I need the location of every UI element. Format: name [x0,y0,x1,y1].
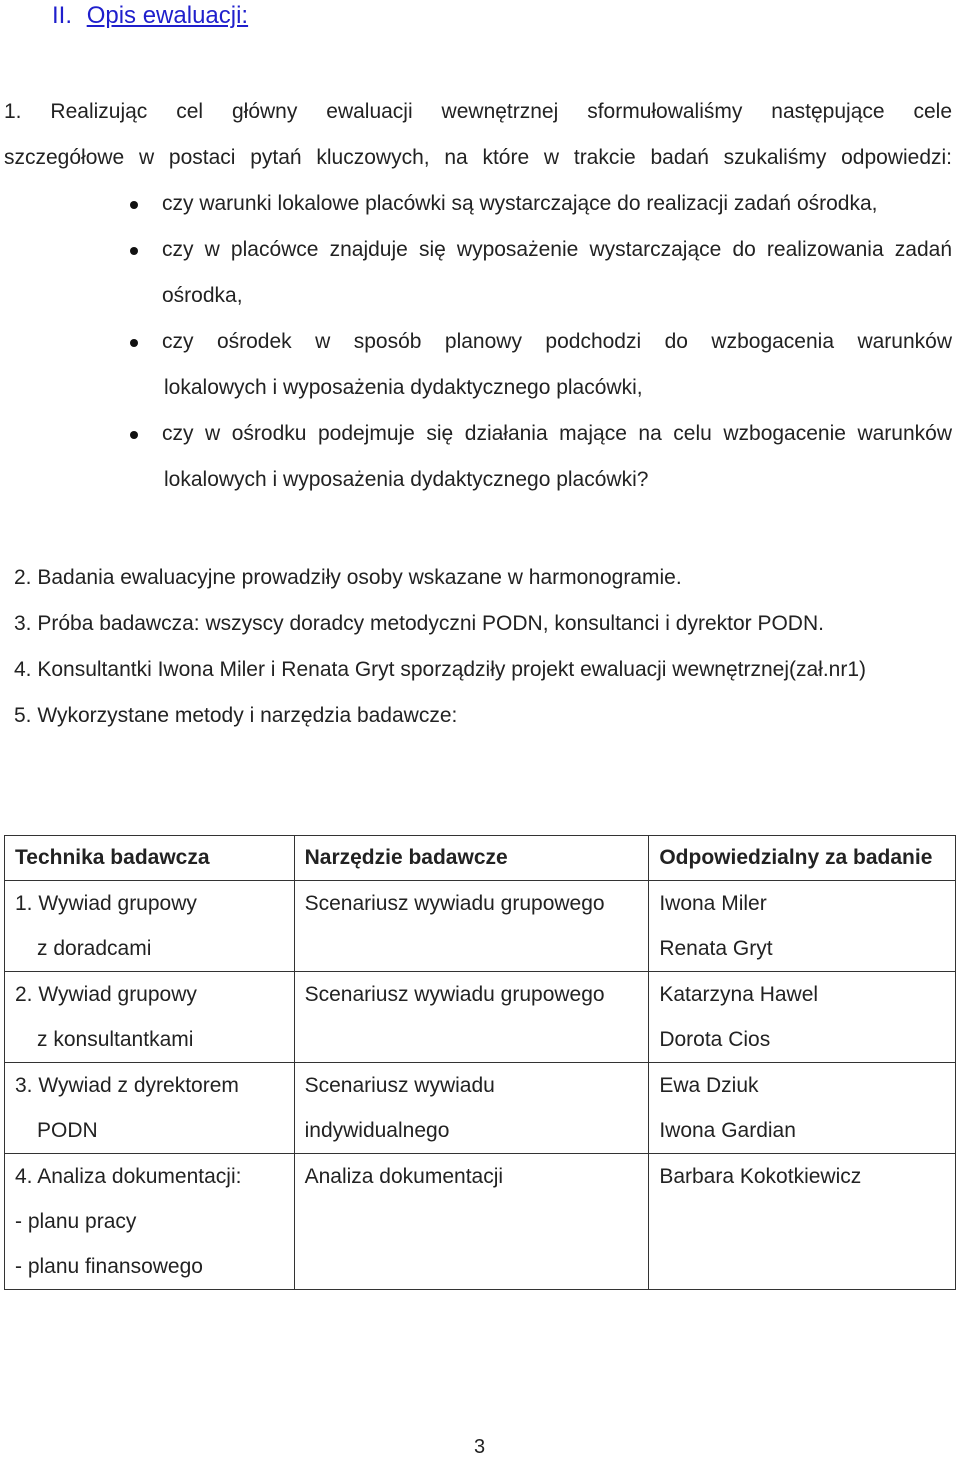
technique-cell [5,881,295,972]
header-responsible: Odpowiedzialny za badanie [649,836,956,881]
responsible-cell [649,1154,956,1290]
numbered-item-3: 3. Próba badawcza: wszyscy doradcy metodyczni PODN, konsultanci i dyrektor PODN. [14,612,824,635]
technique-cell [5,1063,295,1154]
tool-cell [294,1063,649,1154]
page-number: 3 [474,1436,486,1458]
cell-line: z konsultantkami [37,1028,194,1051]
bullet-dot [130,247,138,255]
cell-line: 2. Wywiad grupowy [15,983,197,1006]
bullet-3-line-2: lokalowych i wyposażenia dydaktycznego placówki, [164,376,643,399]
table-row [5,881,956,972]
cell-line: Ewa Dziuk [659,1074,759,1097]
tool-cell [294,1154,649,1290]
bullet-dot [130,201,138,209]
header-technique: Technika badawcza [5,836,295,881]
table-row [5,972,956,1063]
table-header-row [5,836,956,881]
cell-line: Renata Gryt [659,937,773,960]
responsible-cell [649,972,956,1063]
tool-cell [294,881,649,972]
paragraph-1-line-1: 1. Realizując cel główny ewaluacji wewnętrznej sformułowaliśmy następujące cele [4,100,952,123]
table-row [5,1154,956,1290]
bullet-dot [130,431,138,439]
bullet-4-line-1: czy w ośrodku podejmuje się działania mające na celu wzbogacenie warunków [162,422,952,445]
technique-cell [5,972,295,1063]
numbered-item-2: 2. Badania ewaluacyjne prowadziły osoby wskazane w harmonogramie. [14,566,682,589]
technique-cell [5,1154,295,1290]
cell-line: 4. Analiza dokumentacji: [15,1165,242,1188]
bullet-2-line-1: czy w placówce znajduje się wyposażenie wystarczające do realizowania zadań [162,238,952,261]
cell-line: Barbara Kokotkiewicz [659,1165,862,1188]
responsible-cell [649,1063,956,1154]
cell-line: - planu pracy [15,1210,137,1233]
cell-line: Dorota Cios [659,1028,771,1051]
cell-line: - planu finansowego [15,1255,203,1278]
numbered-item-4: 4. Konsultantki Iwona Miler i Renata Gryt sporządziły projekt ewaluacji wewnętrznej(zał.nr1) [14,658,867,681]
cell-line: Analiza dokumentacji [304,1165,504,1188]
methods-table [4,835,956,1290]
bullet-1-line-1: czy warunki lokalowe placówki są wystarczające do realizacji zadań ośrodka, [162,192,878,215]
paragraph-1-line-2: szczegółowe w postaci pytań kluczowych, na które w trakcie badań szukaliśmy odpowiedzi: [4,146,952,169]
section-title: Opis ewaluacji: [86,2,249,29]
cell-line: 3. Wywiad z dyrektorem [15,1074,239,1097]
cell-line: z doradcami [37,937,152,960]
section-number: II. [52,2,73,29]
cell-line: 1. Wywiad grupowy [15,892,197,915]
cell-line: Iwona Miler [659,892,767,915]
bullet-4-line-2: lokalowych i wyposażenia dydaktycznego placówki? [164,468,649,491]
table-row [5,1063,956,1154]
cell-line: Iwona Gardian [659,1119,796,1142]
numbered-item-5: 5. Wykorzystane metody i narzędzia badawcze: [14,704,458,727]
cell-line: Scenariusz wywiadu grupowego [304,983,605,1006]
section-heading [52,2,248,30]
cell-line: Katarzyna Hawel [659,983,819,1006]
bullet-2-line-2: ośrodka, [162,284,243,307]
bullet-3-line-1: czy ośrodek w sposób planowy podchodzi do wzbogacenia warunków [162,330,952,353]
header-tool: Narzędzie badawcze [294,836,649,881]
tool-cell [294,972,649,1063]
cell-line: PODN [37,1119,98,1142]
cell-line: Scenariusz wywiadu grupowego [304,892,605,915]
bullet-dot [130,339,138,347]
cell-line: Scenariusz wywiadu [304,1074,495,1097]
responsible-cell [649,881,956,972]
cell-line: indywidualnego [304,1119,450,1142]
